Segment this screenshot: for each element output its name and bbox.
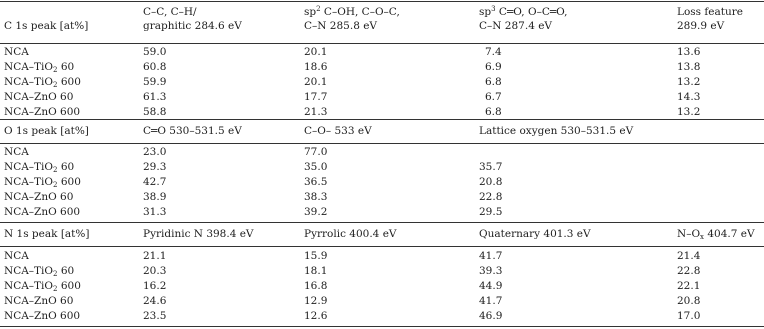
value-cell: 12.6 <box>304 310 328 322</box>
value-cell: 18.6 <box>304 61 328 73</box>
value-cell: 6.7 <box>485 91 502 103</box>
value-cell: 59.9 <box>143 76 167 88</box>
value-cell: 38.3 <box>304 191 328 203</box>
o1s-col2-header: C–O– 533 eV <box>304 125 372 137</box>
value-cell: 20.1 <box>304 46 328 58</box>
value-cell: 15.9 <box>304 250 328 262</box>
sample-name: NCA <box>4 146 29 158</box>
value-cell: 6.8 <box>485 106 502 118</box>
value-cell: 22.8 <box>677 265 701 277</box>
sample-name: NCA <box>4 46 29 58</box>
o1s-label: O 1s peak [at%] <box>4 125 89 137</box>
c1s-col3-header: $sp^3$ C═O, O–C═O, C–N 287.4 eV <box>479 5 568 32</box>
value-cell: 13.6 <box>677 46 701 58</box>
value-cell: 21.3 <box>304 106 328 118</box>
value-cell: 20.8 <box>677 295 701 307</box>
table-row <box>0 309 764 324</box>
value-cell: 29.5 <box>479 206 503 218</box>
sample-name: NCA–ZnO 600 <box>4 106 81 118</box>
value-cell: 41.7 <box>479 250 503 262</box>
value-cell: 44.9 <box>479 280 503 292</box>
table-row <box>0 279 764 294</box>
value-cell: 6.9 <box>485 61 502 73</box>
value-cell: 46.9 <box>479 310 503 322</box>
value-cell: 13.8 <box>677 61 701 73</box>
c1s-label: C 1s peak [at%] <box>4 20 89 32</box>
value-cell: 13.2 <box>677 76 701 88</box>
value-cell: 58.8 <box>143 106 167 118</box>
value-cell: 12.9 <box>304 295 328 307</box>
value-cell: 18.1 <box>304 265 328 277</box>
value-cell: 17.0 <box>677 310 701 322</box>
n1s-col2-header: Pyrrolic 400.4 eV <box>304 228 397 240</box>
table-row <box>0 145 764 160</box>
table-row <box>0 294 764 309</box>
table-row <box>0 90 764 105</box>
value-cell: 39.2 <box>304 206 328 218</box>
sample-name: NCA–TiO$_2$ 60 <box>4 161 75 174</box>
value-cell: 22.8 <box>479 191 503 203</box>
sample-name: NCA–ZnO 600 <box>4 310 81 322</box>
table-row <box>0 190 764 205</box>
value-cell: 23.0 <box>143 146 167 158</box>
value-cell: 38.9 <box>143 191 167 203</box>
table-row <box>0 45 764 60</box>
n1s-col1-header: Pyridinic N 398.4 eV <box>143 228 254 240</box>
value-cell: 41.7 <box>479 295 503 307</box>
value-cell: 13.2 <box>677 106 701 118</box>
n1s-col4-header: $N-O_x$ 404.7 eV <box>677 228 755 241</box>
value-cell: 77.0 <box>304 146 328 158</box>
c1s-header-rule <box>0 43 764 44</box>
table-row <box>0 160 764 175</box>
n1s-label: N 1s peak [at%] <box>4 228 90 240</box>
table-row <box>0 175 764 190</box>
sample-name: NCA–TiO$_2$ 60 <box>4 61 75 74</box>
sample-name: NCA–TiO$_2$ 60 <box>4 265 75 278</box>
value-cell: 20.3 <box>143 265 167 277</box>
value-cell: 20.1 <box>304 76 328 88</box>
value-cell: 31.3 <box>143 206 167 218</box>
value-cell: 7.4 <box>485 46 502 58</box>
value-cell: 20.8 <box>479 176 503 188</box>
sample-name: NCA–TiO$_2$ 600 <box>4 280 81 293</box>
table-row <box>0 105 764 120</box>
n1s-section-rule <box>0 222 764 223</box>
value-cell: 61.3 <box>143 91 167 103</box>
table-row <box>0 60 764 75</box>
sample-name: NCA–TiO$_2$ 600 <box>4 76 81 89</box>
table-row <box>0 249 764 264</box>
sample-name: NCA–TiO$_2$ 600 <box>4 176 81 189</box>
value-cell: 42.7 <box>143 176 167 188</box>
value-cell: 39.3 <box>479 265 503 277</box>
top-rule <box>0 1 764 2</box>
value-cell: 35.0 <box>304 161 328 173</box>
c1s-col1-header: C–C, C–H/ graphitic 284.6 eV <box>143 6 242 32</box>
value-cell: 21.1 <box>143 250 167 262</box>
value-cell: 21.4 <box>677 250 701 262</box>
sample-name: NCA–ZnO 600 <box>4 206 81 218</box>
value-cell: 23.5 <box>143 310 167 322</box>
n1s-col3-header: Quaternary 401.3 eV <box>479 228 591 240</box>
sample-name: NCA <box>4 250 29 262</box>
o1s-header-rule <box>0 143 764 144</box>
value-cell: 17.7 <box>304 91 328 103</box>
value-cell: 16.8 <box>304 280 328 292</box>
o1s-col1-header: C═O 530–531.5 eV <box>143 125 242 137</box>
o1s-col3-header: Lattice oxygen 530–531.5 eV <box>479 125 634 137</box>
bottom-rule <box>0 326 764 327</box>
value-cell: 36.5 <box>304 176 328 188</box>
value-cell: 24.6 <box>143 295 167 307</box>
value-cell: 35.7 <box>479 161 503 173</box>
c1s-col4-header: Loss feature 289.9 eV <box>677 6 743 32</box>
value-cell: 60.8 <box>143 61 167 73</box>
table-row <box>0 205 764 220</box>
value-cell: 6.8 <box>485 76 502 88</box>
value-cell: 22.1 <box>677 280 701 292</box>
sample-name: NCA–ZnO 60 <box>4 191 74 203</box>
sample-name: NCA–ZnO 60 <box>4 295 74 307</box>
n1s-header-rule <box>0 246 764 247</box>
c1s-col2-header: $sp^2$ C–OH, C–O–C, C–N 285.8 eV <box>304 5 400 32</box>
value-cell: 16.2 <box>143 280 167 292</box>
table-row <box>0 264 764 279</box>
value-cell: 14.3 <box>677 91 701 103</box>
table-row <box>0 75 764 90</box>
value-cell: 29.3 <box>143 161 167 173</box>
sample-name: NCA–ZnO 60 <box>4 91 74 103</box>
value-cell: 59.0 <box>143 46 167 58</box>
